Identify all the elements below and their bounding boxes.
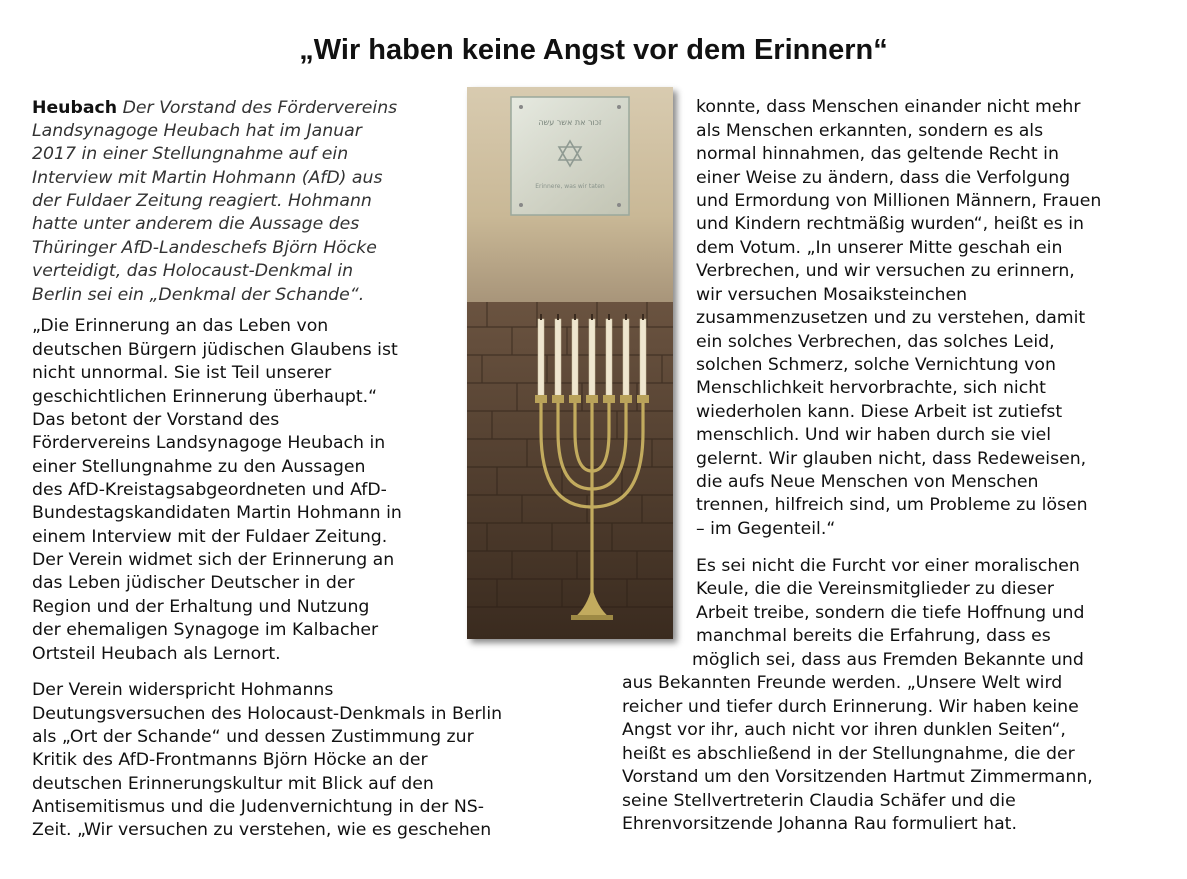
body-line: möglich sei, dass aus Fremden Bekannte und <box>692 650 1084 670</box>
lead-line: hatte unter anderem die Aussage des <box>32 214 360 234</box>
body-line: normal hinnahmen, das geltende Recht in <box>696 144 1059 164</box>
body-line: solchen Schmerz, solche Vernichtung von <box>696 355 1056 375</box>
body-line: „Die Erinnerung an das Leben von <box>32 316 329 336</box>
dateline: Heubach <box>32 98 118 118</box>
body-line: des AfD-Kreistagsabgeordneten und AfD- <box>32 480 387 500</box>
lead-line: verteidigt, das Holocaust-Denkmal in <box>32 261 354 281</box>
body-line: die aufs Neue Menschen von Menschen <box>696 472 1039 492</box>
body-line: und Ermordung von Millionen Männern, Frauen <box>696 191 1102 211</box>
body-line: deutschen Erinnerungskultur mit Blick auf den <box>32 774 434 794</box>
body-line: einer Weise zu ändern, dass die Verfolgung <box>696 168 1071 188</box>
body-line: Angst vor ihr, auch nicht vor ihren dunklen Seiten“, <box>622 720 1066 740</box>
body-line: dem Votum. „In unserer Mitte geschah ein <box>696 238 1063 258</box>
body-line: Bundestagskandidaten Martin Hohmann in <box>32 503 402 523</box>
body-line: Ortsteil Heubach als Lernort. <box>32 644 281 664</box>
body-line: Menschlichkeit hervorbrachte, sich nicht <box>696 378 1046 398</box>
body-line: Der Verein widmet sich der Erinnerung an <box>32 550 395 570</box>
body-line: Das betont der Vorstand des <box>32 410 280 430</box>
body-line: einer Stellungnahme zu den Aussagen <box>32 457 366 477</box>
body-line: geschichtlichen Erinnerung überhaupt.“ <box>32 387 378 407</box>
body-line: wiederholen kann. Diese Arbeit ist zutiefst <box>696 402 1063 422</box>
body-line: Deutungsversuchen des Holocaust-Denkmals in Berlin <box>32 704 503 724</box>
body-line: Ehrenvorsitzende Johanna Rau formuliert hat. <box>622 814 1017 834</box>
body-line: deutschen Bürgern jüdischen Glaubens ist <box>32 340 398 360</box>
body-line: als Menschen erkannten, sondern es als <box>696 121 1044 141</box>
lead-line: der Fuldaer Zeitung reagiert. Hohmann <box>32 191 372 211</box>
body-line: Kritik des AfD-Frontmanns Björn Höcke an der <box>32 750 428 770</box>
body-line: – im Gegenteil.“ <box>696 519 836 539</box>
menorah-photo <box>467 87 673 639</box>
plaque-hebrew: זכור את אשר עשה <box>538 118 602 127</box>
lead-line: 2017 in einer Stellungnahme auf ein <box>32 144 349 164</box>
article-headline: „Wir haben keine Angst vor dem Erinnern“ <box>299 34 888 66</box>
body-line: heißt es abschließend in der Stellungnahme, die der <box>622 744 1075 764</box>
lead-line: Heubach Der Vorstand des Fördervereins <box>32 98 398 118</box>
lead-line: Thüringer AfD-Landeschefs Björn Höcke <box>32 238 377 258</box>
body-line: nicht unnormal. Sie ist Teil unserer <box>32 363 332 383</box>
body-line: Der Verein widerspricht Hohmanns <box>32 680 334 700</box>
plaque-caption: Erinnere, was wir taten <box>535 183 605 190</box>
body-line: gelernt. Wir glauben nicht, dass Redeweisen, <box>696 449 1087 469</box>
body-line: das Leben jüdischer Deutscher in der <box>32 573 355 593</box>
body-line: trennen, hilfreich sind, um Probleme zu lösen <box>696 495 1088 515</box>
body-line: Vorstand um den Vorsitzenden Hartmut Zimmermann, <box>622 767 1093 787</box>
body-line: seine Stellvertreterin Claudia Schäfer und die <box>622 791 1016 811</box>
body-line: konnte, dass Menschen einander nicht mehr <box>696 97 1081 117</box>
lead-line: Interview mit Martin Hohmann (AfD) aus <box>32 168 383 188</box>
body-line: Zeit. „Wir versuchen zu verstehen, wie es geschehen <box>32 820 492 840</box>
body-line: als „Ort der Schande“ und dessen Zustimmung zur <box>32 727 474 747</box>
body-line: Fördervereins Landsynagoge Heubach in <box>32 433 386 453</box>
body-line: Antisemitismus und die Judenvernichtung in der NS- <box>32 797 484 817</box>
body-line: zusammenzusetzen und zu verstehen, damit <box>696 308 1086 328</box>
body-line: wir versuchen Mosaiksteinchen <box>696 285 968 305</box>
body-line: Verbrechen, und wir versuchen zu erinnern, <box>696 261 1075 281</box>
body-line: Arbeit treibe, sondern die tiefe Hoffnung und <box>696 603 1085 623</box>
lead-line: Landsynagoge Heubach hat im Januar <box>32 121 362 141</box>
body-line: Es sei nicht die Furcht vor einer moralischen <box>696 556 1080 576</box>
body-line: Keule, die die Vereinsmitglieder zu dieser <box>696 579 1054 599</box>
body-line: reicher und tiefer durch Erinnerung. Wir haben keine <box>622 697 1079 717</box>
body-line: menschlich. Und wir haben durch sie viel <box>696 425 1052 445</box>
body-line: und Kindern rechtmäßig wurden“, heißt es in <box>696 214 1085 234</box>
body-line: Region und der Erhaltung und Nutzung <box>32 597 370 617</box>
body-line: manchmal bereits die Erfahrung, dass es <box>696 626 1051 646</box>
body-line: aus Bekannten Freunde werden. „Unsere Welt wird <box>622 673 1063 693</box>
lead-line: Berlin sei ein „Denkmal der Schande“. <box>32 285 365 305</box>
glass-plaque <box>511 97 629 215</box>
body-line: ein solches Verbrechen, das solches Leid, <box>696 332 1055 352</box>
body-line: der ehemaligen Synagoge im Kalbacher <box>32 620 379 640</box>
body-line: einem Interview mit der Fuldaer Zeitung. <box>32 527 388 547</box>
